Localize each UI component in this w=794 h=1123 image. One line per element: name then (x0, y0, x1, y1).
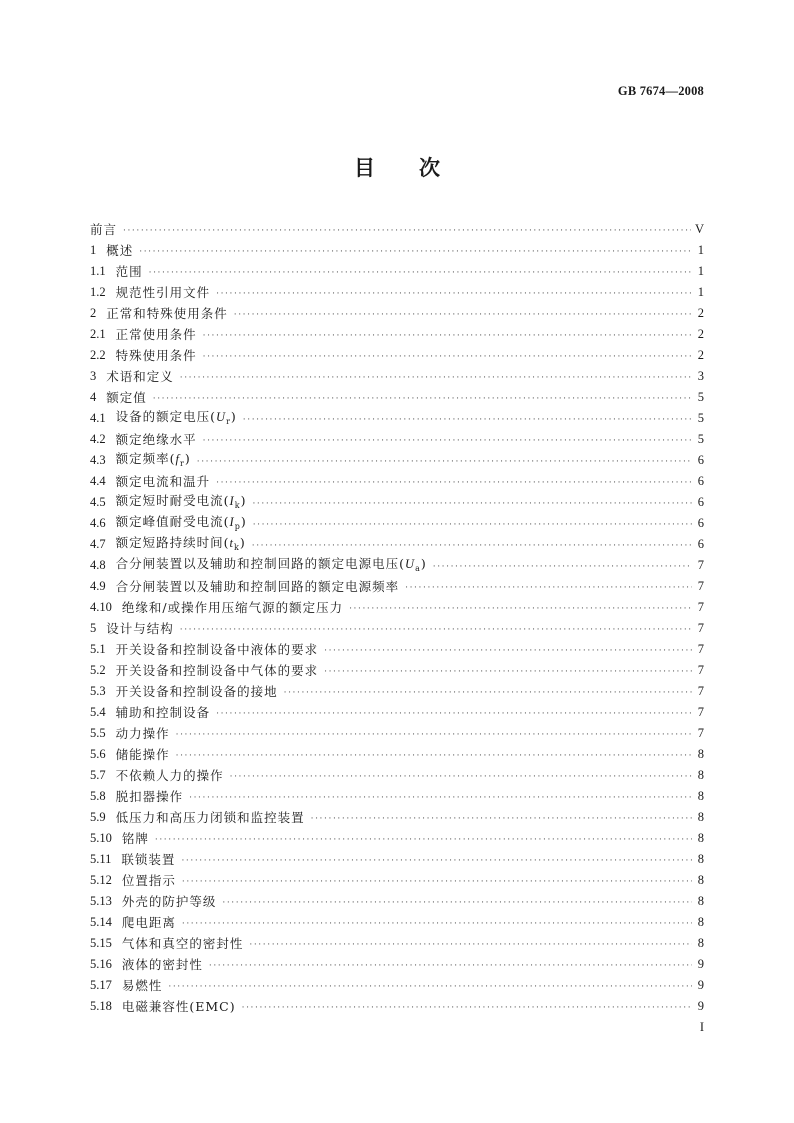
title-char-1: 目 (354, 155, 375, 180)
toc-section-title (116, 639, 319, 660)
toc-dot-leader (181, 849, 692, 870)
toc-page-number: 8 (697, 894, 704, 908)
toc-section-title-text: 电磁兼容性(EMC) (121, 999, 236, 1014)
standard-number: GB 7674—2008 (617, 84, 704, 98)
toc-section-number: 5.13 (90, 894, 112, 908)
toc-dot-leader (234, 303, 692, 324)
toc-section-title (116, 406, 237, 432)
toc-section-title-text: 额定峰值耐受电流 (115, 513, 224, 529)
toc-entry[interactable] (90, 870, 704, 891)
toc-page-number: 5 (697, 390, 704, 404)
toc-dot-leader (149, 261, 692, 282)
toc-section-title-text: 特殊使用条件 (115, 348, 197, 363)
toc-section-title-text: 前言 (90, 222, 118, 237)
toc-symbol: $(f_r)$ (169, 450, 191, 468)
toc-dot-leader (216, 471, 692, 492)
toc-section-title-text: 开关设备和控制设备中液体的要求 (115, 642, 319, 657)
toc-dot-leader (249, 933, 692, 954)
toc-section-title-text: 液体的密封性 (121, 957, 203, 972)
toc-dot-leader (324, 639, 692, 660)
toc-section-title-text: 额定电流和温升 (115, 474, 211, 489)
toc-entry[interactable] (90, 828, 704, 849)
toc-dot-leader (284, 681, 692, 702)
symbol-subscript: a (415, 563, 421, 573)
toc-section-number: 2 (90, 306, 97, 320)
toc-section-title-text: 易燃性 (121, 978, 163, 993)
table-of-contents (90, 219, 704, 1017)
toc-section-number: 5.18 (90, 999, 112, 1013)
toc-section-number: 5.9 (90, 810, 106, 824)
symbol-letter: U (216, 409, 227, 424)
toc-symbol: $(I_k)$ (223, 492, 247, 510)
toc-section-number: 5.11 (90, 852, 112, 866)
toc-dot-leader (216, 702, 692, 723)
toc-entry[interactable] (90, 639, 704, 660)
toc-entry[interactable] (90, 450, 704, 471)
toc-section-title-text: 联锁装置 (121, 852, 176, 867)
toc-section-number: 5.2 (90, 663, 106, 677)
page-title (0, 152, 794, 182)
toc-section-number: 4.3 (90, 453, 106, 467)
toc-section-number: 5.7 (90, 768, 106, 782)
toc-dot-leader (176, 723, 692, 744)
symbol-subscript: k (234, 542, 240, 552)
toc-section-title-text: 合分闸装置以及辅助和控制回路的额定电源电压 (115, 555, 400, 571)
toc-entry[interactable] (90, 765, 704, 786)
toc-dot-leader (209, 954, 692, 975)
toc-entry[interactable] (90, 408, 704, 429)
symbol-letter: f (175, 451, 181, 466)
toc-entry[interactable] (90, 996, 704, 1017)
toc-page-number: 5 (697, 432, 704, 446)
toc-section-title (90, 219, 117, 240)
toc-page-number: 5 (697, 411, 704, 425)
toc-section-title-text: 术语和定义 (106, 369, 174, 384)
toc-section-title-text: 正常和特殊使用条件 (106, 306, 228, 321)
toc-section-title (116, 282, 211, 303)
toc-dot-leader (243, 408, 692, 429)
toc-section-title-text: 动力操作 (115, 726, 170, 741)
toc-page-number: 7 (697, 558, 704, 572)
toc-section-title-text: 脱扣器操作 (115, 789, 184, 804)
toc-symbol: $(U_r)$ (210, 408, 237, 426)
toc-dot-leader (405, 576, 692, 597)
toc-section-number: 4.6 (90, 516, 106, 530)
toc-section-number: 2.1 (90, 327, 106, 341)
toc-entry[interactable] (90, 240, 704, 261)
toc-section-number: 4.4 (90, 474, 106, 488)
toc-page-number: 8 (697, 789, 704, 803)
toc-section-number: 1 (90, 243, 97, 257)
toc-page-number: 9 (697, 978, 704, 992)
toc-dot-leader (252, 492, 692, 513)
toc-section-number: 4.2 (90, 432, 106, 446)
toc-section-number: 1.2 (90, 285, 106, 299)
symbol-letter: U (405, 556, 416, 571)
toc-dot-leader (203, 345, 692, 366)
toc-section-number: 5.5 (90, 726, 106, 740)
toc-dot-leader (230, 765, 692, 786)
toc-entry[interactable] (90, 618, 704, 639)
toc-dot-leader (123, 219, 691, 240)
toc-page-number: 1 (697, 243, 704, 257)
toc-entry[interactable] (90, 702, 704, 723)
toc-section-number: 1.1 (90, 264, 106, 278)
symbol-letter: I (229, 514, 235, 529)
toc-section-title (116, 660, 319, 681)
toc-section-title (122, 828, 149, 849)
toc-page-number: 6 (697, 516, 704, 530)
toc-section-title (116, 261, 143, 282)
toc-dot-leader (203, 429, 692, 450)
toc-page-number: 6 (697, 537, 704, 551)
toc-section-number: 5.17 (90, 978, 112, 992)
toc-section-number: 5.6 (90, 747, 106, 761)
toc-section-title-text: 额定短路持续时间 (115, 534, 224, 550)
toc-page-number: 6 (697, 453, 704, 467)
toc-section-number: 5.8 (90, 789, 106, 803)
toc-dot-leader (168, 975, 692, 996)
toc-section-title-text: 开关设备和控制设备中气体的要求 (115, 663, 319, 678)
toc-section-title (116, 786, 184, 807)
toc-dot-leader (180, 366, 692, 387)
symbol-letter: I (229, 493, 235, 508)
toc-section-number: 5.14 (90, 915, 112, 929)
toc-dot-leader (203, 324, 692, 345)
toc-section-title-text: 概述 (106, 243, 134, 258)
toc-section-title (122, 891, 217, 912)
toc-section-title (116, 448, 191, 474)
toc-page-number: 6 (697, 495, 704, 509)
toc-dot-leader (182, 870, 692, 891)
toc-entry[interactable] (90, 975, 704, 996)
toc-section-number: 5.12 (90, 873, 112, 887)
toc-section-number: 5.3 (90, 684, 106, 698)
toc-entry[interactable] (90, 660, 704, 681)
toc-page-number: 7 (697, 642, 704, 656)
toc-section-number: 4.10 (90, 600, 112, 614)
toc-page-number: 8 (697, 936, 704, 950)
toc-dot-leader (182, 912, 692, 933)
symbol-subscript: r (180, 458, 185, 468)
toc-page-number: 9 (697, 957, 704, 971)
toc-section-title-text: 额定短时耐受电流 (115, 492, 224, 508)
toc-section-title (116, 345, 197, 366)
toc-section-title (116, 765, 224, 786)
toc-entry[interactable] (90, 555, 704, 576)
toc-dot-leader (155, 828, 692, 849)
toc-page-number: 7 (697, 621, 704, 635)
toc-symbol: $(U_a)$ (399, 555, 427, 573)
toc-section-title-text: 绝缘和/或操作用压缩气源的额定压力 (121, 600, 344, 615)
toc-section-title (122, 975, 163, 996)
toc-entry[interactable] (90, 681, 704, 702)
toc-entry[interactable] (90, 933, 704, 954)
toc-section-title (106, 240, 133, 261)
toc-page-number: 1 (697, 285, 704, 299)
toc-entry[interactable] (90, 849, 704, 870)
toc-entry[interactable] (90, 744, 704, 765)
toc-entry[interactable] (90, 807, 704, 828)
toc-page-number: 7 (697, 705, 704, 719)
toc-section-title (116, 744, 170, 765)
toc-section-title-text: 开关设备和控制设备的接地 (115, 684, 278, 699)
toc-dot-leader (433, 555, 692, 576)
toc-section-title (106, 366, 174, 387)
toc-section-title-text: 范围 (115, 264, 143, 279)
toc-section-number: 4 (90, 390, 97, 404)
toc-dot-leader (139, 240, 692, 261)
toc-page-number: 2 (697, 327, 704, 341)
symbol-subscript: p (234, 521, 241, 531)
title-char-2: 次 (419, 155, 440, 180)
toc-entry[interactable] (90, 576, 704, 597)
toc-dot-leader (176, 744, 692, 765)
toc-section-title (122, 933, 244, 954)
toc-page-number: 1 (697, 264, 704, 278)
toc-page-number: 7 (697, 663, 704, 677)
toc-page-number: 8 (697, 915, 704, 929)
toc-symbol: $(I_p)$ (223, 513, 247, 531)
page-number: I (699, 1020, 704, 1034)
toc-page-number: 7 (697, 726, 704, 740)
toc-section-title-text: 额定频率 (115, 450, 170, 466)
toc-section-title-text: 额定值 (106, 390, 147, 405)
toc-section-title (121, 849, 175, 870)
toc-section-number: 5 (90, 621, 97, 635)
toc-dot-leader (222, 891, 692, 912)
toc-page-number: 8 (697, 831, 704, 845)
toc-section-title-text: 位置指示 (121, 873, 176, 888)
toc-section-number: 5.10 (90, 831, 112, 845)
toc-section-number: 2.2 (90, 348, 106, 362)
toc-section-title-text: 正常使用条件 (115, 327, 197, 342)
toc-page-number: 6 (697, 474, 704, 488)
toc-page-number: 7 (697, 579, 704, 593)
toc-section-title-text: 外壳的防护等级 (121, 894, 217, 909)
toc-section-number: 4.5 (90, 495, 106, 509)
toc-section-title (116, 723, 170, 744)
toc-section-title-text: 储能操作 (115, 747, 170, 762)
toc-entry[interactable] (90, 954, 704, 975)
toc-section-title (116, 702, 211, 723)
toc-page-number: 3 (697, 369, 704, 383)
toc-section-title-text: 辅助和控制设备 (115, 705, 211, 720)
toc-section-title (116, 807, 305, 828)
toc-section-number: 4.9 (90, 579, 106, 593)
toc-entry[interactable] (90, 912, 704, 933)
toc-section-title-text: 设计与结构 (106, 621, 174, 636)
toc-page-number: 9 (697, 999, 704, 1013)
toc-section-title (122, 912, 176, 933)
toc-dot-leader (180, 618, 692, 639)
toc-section-number: 4.8 (90, 558, 106, 572)
toc-dot-leader (197, 450, 692, 471)
toc-section-title-text: 不依赖人力的操作 (115, 768, 224, 783)
toc-section-title (122, 597, 343, 618)
toc-page-number: 2 (697, 306, 704, 320)
toc-section-title-text: 规范性引用文件 (115, 285, 211, 300)
toc-entry[interactable] (90, 324, 704, 345)
toc-section-title-text: 气体和真空的密封性 (121, 936, 244, 951)
toc-section-title (106, 618, 174, 639)
toc-entry[interactable] (90, 219, 704, 240)
symbol-letter: t (229, 535, 235, 550)
toc-page-number: 8 (697, 852, 704, 866)
toc-entry[interactable] (90, 303, 704, 324)
toc-symbol: $(t_k)$ (223, 534, 246, 552)
toc-entry[interactable] (90, 345, 704, 366)
toc-page-number: 8 (697, 768, 704, 782)
toc-section-title (122, 996, 236, 1017)
toc-dot-leader (242, 996, 692, 1017)
toc-page-number: V (694, 222, 704, 236)
toc-entry[interactable] (90, 786, 704, 807)
toc-page-number: 7 (697, 684, 704, 698)
toc-section-number: 5.4 (90, 705, 106, 719)
toc-entry[interactable] (90, 261, 704, 282)
toc-entry[interactable] (90, 282, 704, 303)
toc-section-title-text: 额定绝缘水平 (115, 432, 197, 447)
toc-section-title-text: 铭牌 (121, 831, 149, 846)
toc-section-title (122, 870, 176, 891)
symbol-subscript: k (234, 500, 241, 510)
toc-section-number: 5.1 (90, 642, 106, 656)
toc-section-title-text: 爬电距离 (121, 915, 176, 930)
toc-entry[interactable] (90, 597, 704, 618)
toc-section-title-text: 设备的额定电压 (115, 408, 211, 424)
symbol-subscript: r (226, 416, 231, 426)
toc-dot-leader (311, 807, 692, 828)
toc-page-number: 8 (697, 810, 704, 824)
toc-section-title (122, 954, 203, 975)
toc-entry[interactable] (90, 366, 704, 387)
toc-page-number: 2 (697, 348, 704, 362)
toc-section-title (116, 324, 197, 345)
toc-section-title-text: 低压力和高压力闭锁和监控装置 (115, 810, 305, 825)
toc-section-number: 5.16 (90, 957, 112, 971)
toc-section-title-text: 合分闸装置以及辅助和控制回路的额定电源频率 (115, 579, 400, 594)
toc-section-number: 4.1 (90, 411, 106, 425)
toc-dot-leader (189, 786, 692, 807)
toc-section-title (116, 681, 278, 702)
toc-section-number: 5.15 (90, 936, 112, 950)
toc-section-title (106, 303, 228, 324)
toc-page-number: 8 (697, 747, 704, 761)
toc-dot-leader (324, 660, 692, 681)
toc-entry[interactable] (90, 891, 704, 912)
toc-section-title (116, 576, 400, 597)
toc-section-title (116, 553, 427, 579)
toc-section-number: 4.7 (90, 537, 106, 551)
toc-dot-leader (349, 597, 692, 618)
toc-dot-leader (253, 513, 692, 534)
toc-section-number: 3 (90, 369, 97, 383)
toc-page-number: 7 (697, 600, 704, 614)
toc-entry[interactable] (90, 723, 704, 744)
toc-dot-leader (216, 282, 692, 303)
toc-page-number: 8 (697, 873, 704, 887)
